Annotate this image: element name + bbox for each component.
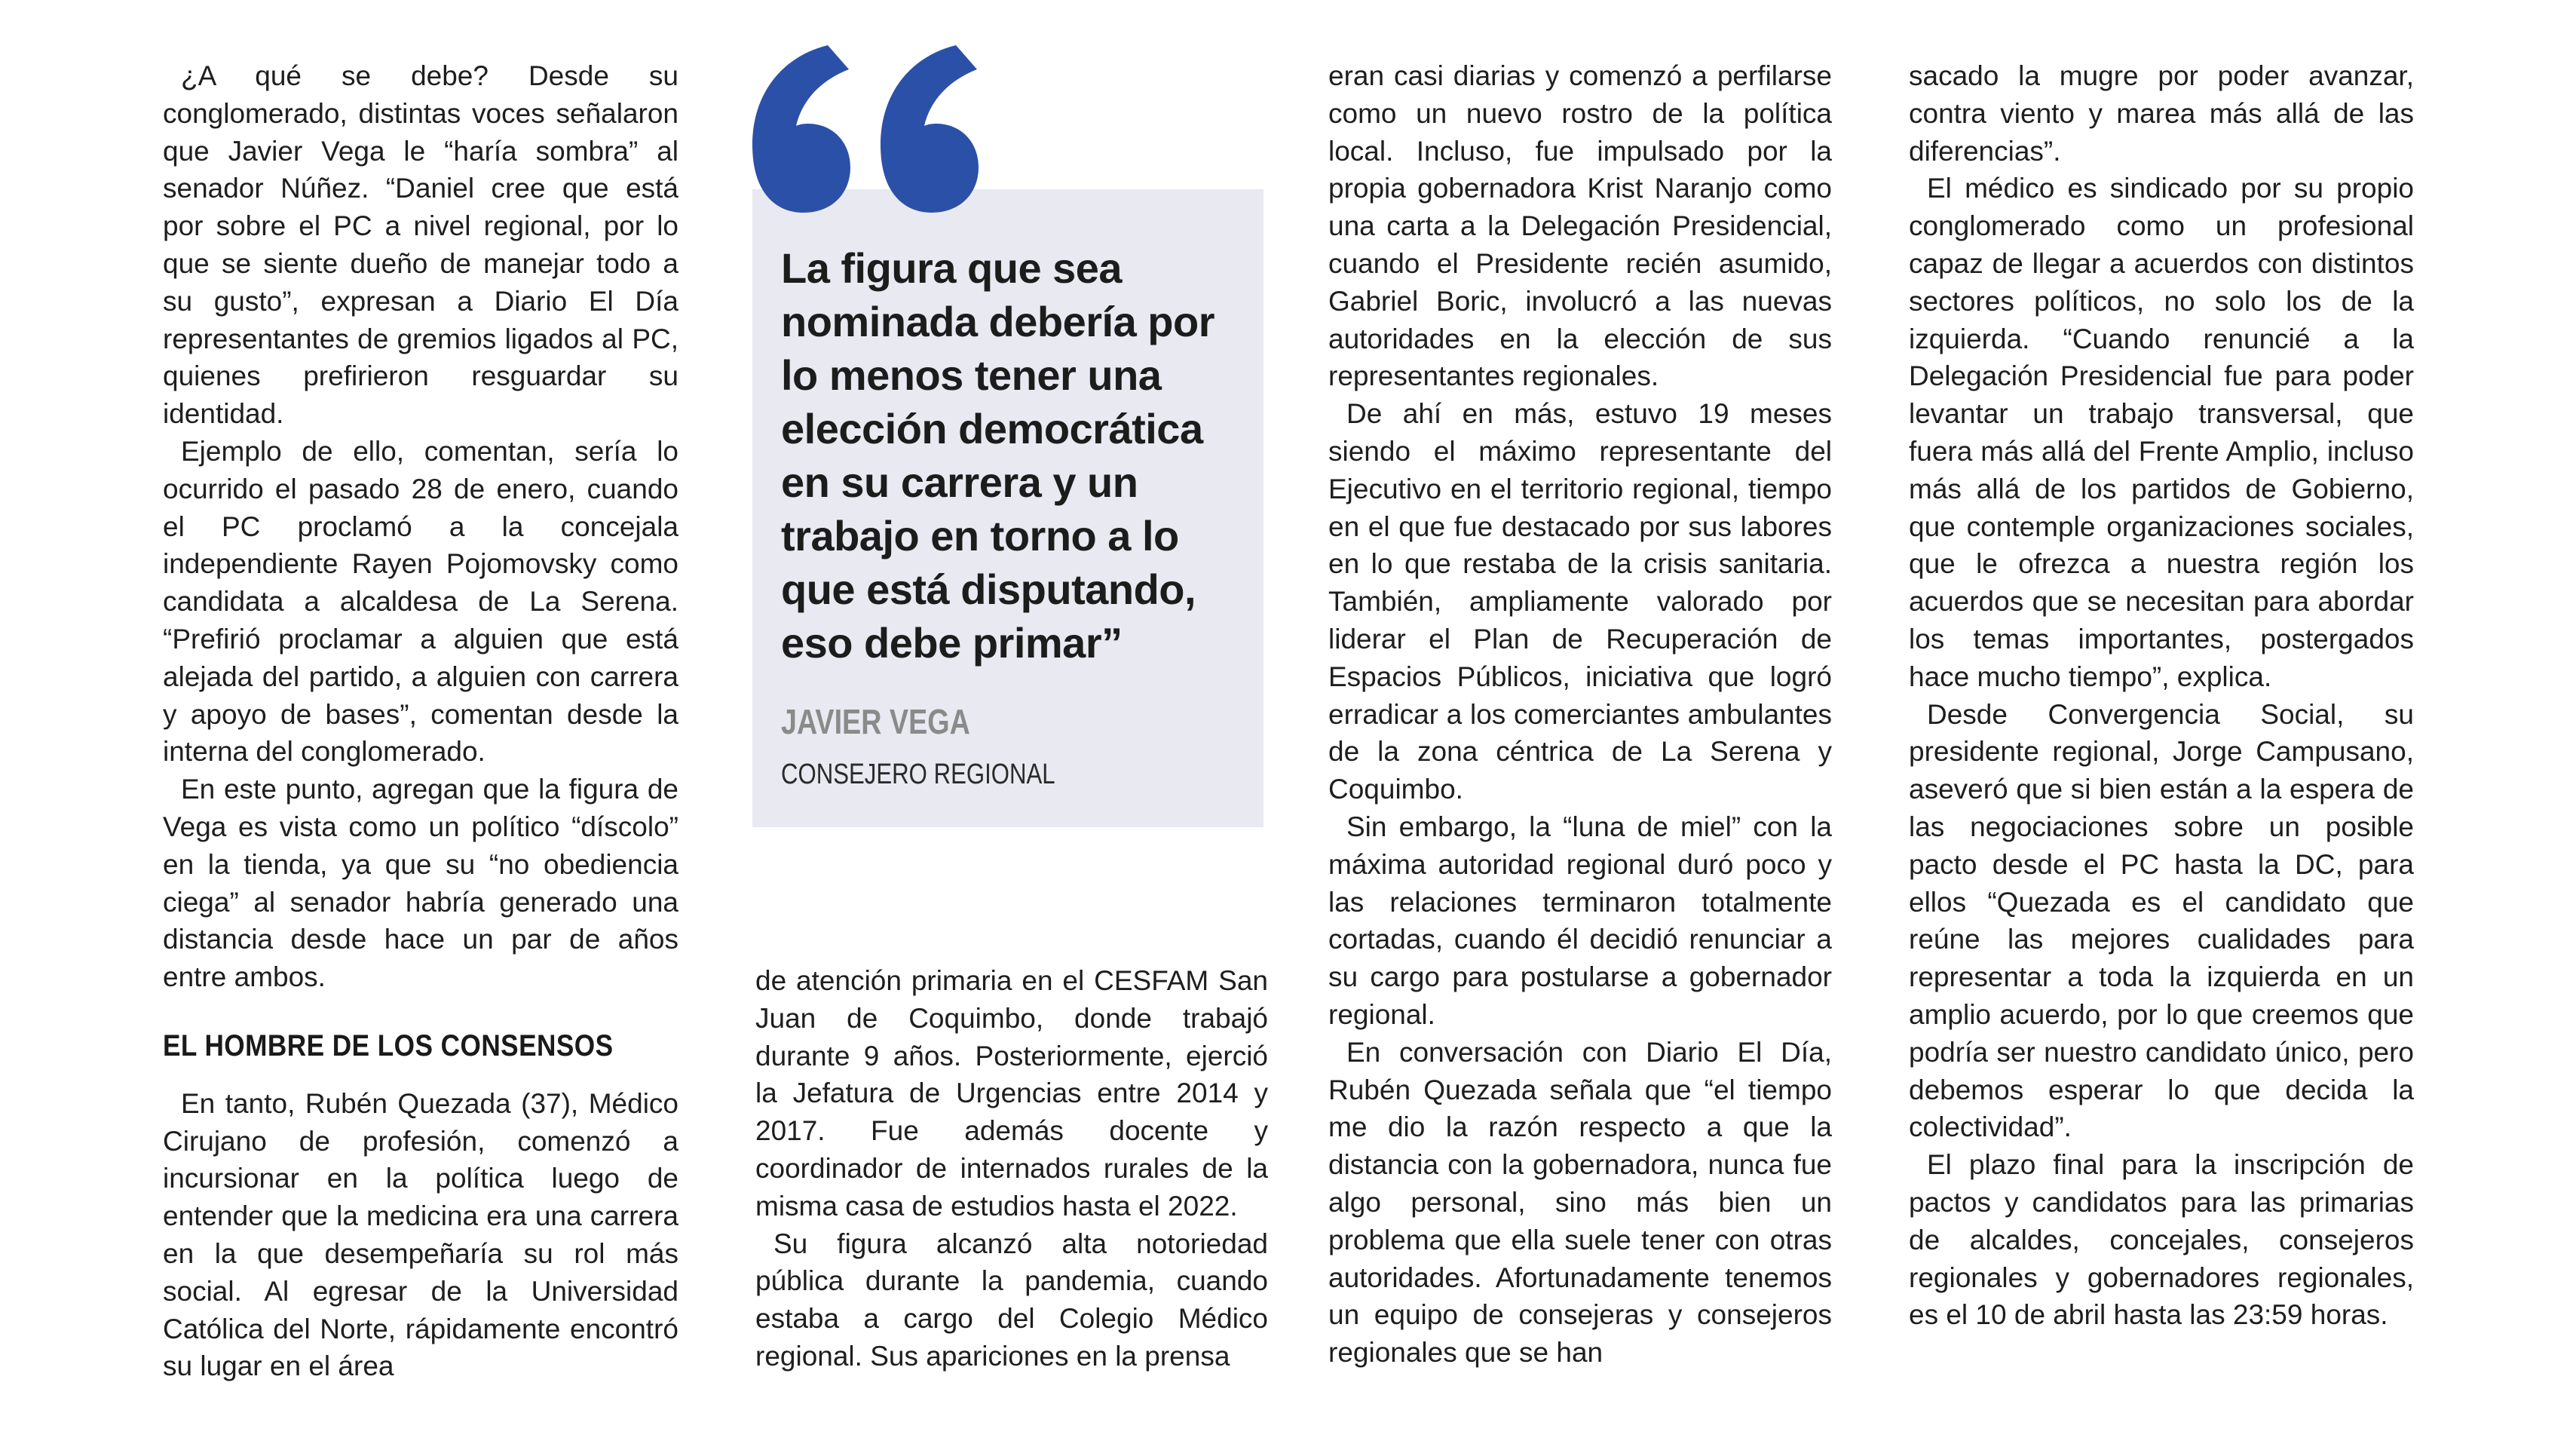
- paragraph: En este punto, agregan que la figura de Vega es vista como un político “díscolo” en la tienda, ya que su “no obediencia ciega” al senador habría generado una distancia desde hace un par de años entre ambos.: [163, 774, 678, 993]
- paragraph: Ejemplo de ello, comentan, sería lo ocurrido el pasado 28 de enero, cuando el PC proclamó a la concejala independiente Rayen Pojomovsky como candidata a alcaldesa de La Serena. “Prefirió proclamar a alguien que está alejada del partido, a alguien con carrera y apoyo de bases”, comentan desde la interna del conglomerado.: [163, 435, 678, 768]
- paragraph: Su figura alcanzó alta notoriedad pública durante la pandemia, cuando estaba a cargo del Colegio Médico regional. Sus apariciones en la prensa: [755, 1228, 1268, 1372]
- paragraph: El médico es sindicado por su propio conglomerado como un profesional capaz de llegar a acuerdos con distintos sectores políticos, no solo los de la izquierda. “Cuando renuncié a la Delegación Presidencial fue para poder levantar un trabajo transversal, que fuera más allá del Frente Amplio, incluso más allá de los partidos de Gobierno, que contemple organizaciones sociales, que le ofrezca a nuestra región los acuerdos que se necesitan para abordar los temas importantes, postergados hace mucho tiempo”, explica.: [1909, 173, 2414, 692]
- paragraph: eran casi diarias y comenzó a perfilarse como un nuevo rostro de la política local. Incluso, fue impulsado por la propia gobernadora Krist Naranjo como una carta a la Delegación Presidencial, cuando el Presidente recién asumido, Gabriel Boric, involucró a las nuevas autoridades en la elección de sus representantes regionales.: [1328, 60, 1832, 392]
- article-column-1: [163, 57, 678, 1385]
- paragraph: de atención primaria en el CESFAM San Juan de Coquimbo, donde trabajó durante 9 años. Posteriormente, ejerció la Jefatura de Urgencias entre 2014 y 2017. Fue además docente y coordinador de internados rurales de la misma casa de estudios hasta el 2022.: [755, 965, 1268, 1222]
- paragraph: El plazo final para la inscripción de pactos y candidatos para las primarias de alcaldes, concejales, consejeros regionales y gobernadores regionales, es el 10 de abril hasta las 23:59 horas.: [1909, 1149, 2414, 1331]
- pullquote-author: JAVIER VEGA: [781, 702, 970, 741]
- paragraph: Sin embargo, la “luna de miel” con la máxima autoridad regional duró poco y las relaciones terminaron totalmente cortadas, cuando él decidió renunciar a su cargo para postularse a gobernador regional.: [1328, 811, 1832, 1030]
- quotation-mark-icon: [739, 39, 995, 235]
- section-subheading: EL HOMBRE DE LOS CONSENSOS: [163, 1028, 614, 1062]
- article-column-3: [1328, 57, 1832, 1372]
- paragraph: En tanto, Rubén Quezada (37), Médico Cirujano de profesión, comenzó a incursionar en la política luego de entender que la medicina era una carrera en la que desempeñaría su rol más social. Al egresar de la Universidad Católica del Norte, rápidamente encontró su lugar en el área: [163, 1087, 678, 1382]
- article-column-2: [755, 962, 1268, 1375]
- pullquote-text: La figura que sea nominada debería por lo menos tener una elección democrática en su carrera y un trabajo en torno a lo que está disputando, eso debe primar”: [781, 244, 1214, 667]
- article-column-4: [1909, 57, 2414, 1334]
- paragraph: sacado la mugre por poder avanzar, contra viento y marea más allá de las diferencias”.: [1909, 60, 2414, 167]
- paragraph: De ahí en más, estuvo 19 meses siendo el máximo representante del Ejecutivo en el territorio regional, tiempo en el que fue destacado por sus labores en lo que restaba de la crisis sanitaria. También, ampliamente valorado por liderar el Plan de Recuperación de Espacios Públicos, iniciativa que logró erradicar a los comerciantes ambulantes de la zona céntrica de La Serena y Coquimbo.: [1328, 398, 1832, 805]
- paragraph: ¿A qué se debe? Desde su conglomerado, distintas voces señalaron que Javier Vega le “haría sombra” al senador Núñez. “Daniel cree que está por sobre el PC a nivel regional, por lo que se siente dueño de manejar todo a su gusto”, expresan a Diario El Día representantes de gremios ligados al PC, quienes prefirieron resguardar su identidad.: [163, 60, 678, 430]
- pullquote-role: CONSEJERO REGIONAL: [781, 759, 1055, 790]
- paragraph: En conversación con Diario El Día, Rubén Quezada señala que “el tiempo me dio la razón respecto a que la distancia con la gobernadora, nunca fue algo personal, sino más bien un problema que ella suele tener con otras autoridades. Afortunadamente tenemos un equipo de consejeras y consejeros regionales que se han: [1328, 1036, 1832, 1369]
- paragraph: Desde Convergencia Social, su presidente regional, Jorge Campusano, aseveró que si bien están a la espera de las negociaciones sobre un posible pacto desde el PC hasta la DC, para ellos “Quezada es el candidato que reúne las mejores cualidades para representar a toda la izquierda en un amplio acuerdo, por lo que creemos que podría ser nuestro candidato único, pero debemos esperar lo que decida la colectividad”.: [1909, 698, 2414, 1143]
